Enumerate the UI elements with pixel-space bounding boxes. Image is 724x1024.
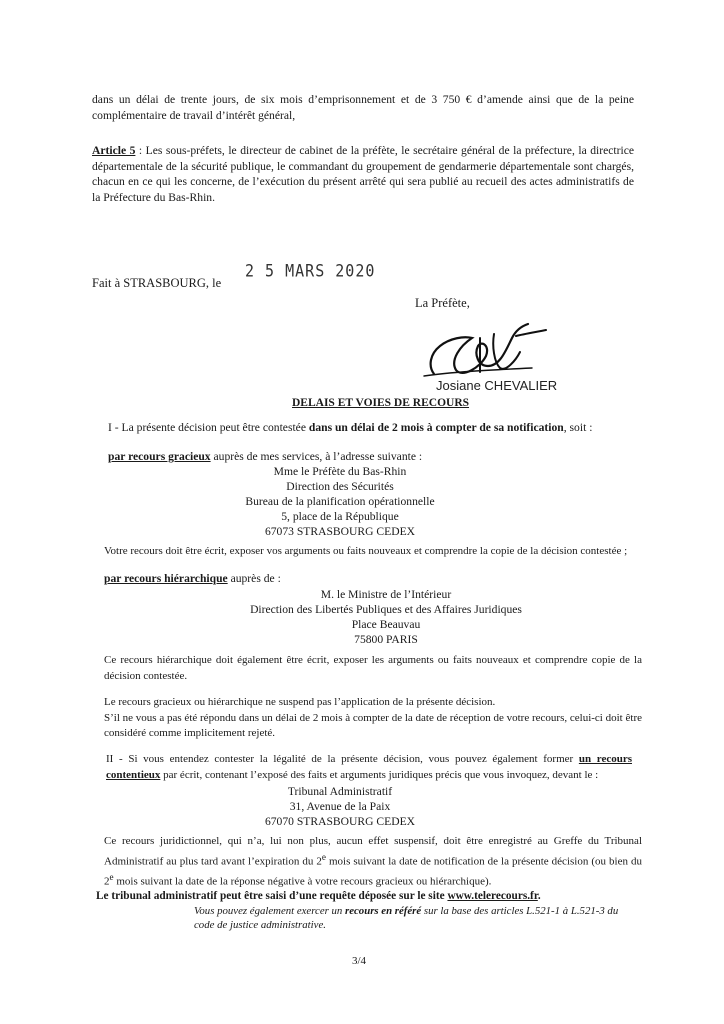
address-line: Mme le Préfète du Bas-Rhin <box>273 465 407 478</box>
signature-title-text: La Préfète, <box>415 296 470 310</box>
hierarchique-address <box>206 587 566 647</box>
address-line: Tribunal Administratif <box>287 785 393 798</box>
intro-text-c: , soit : <box>563 421 593 434</box>
article-5-label: Article 5 <box>92 144 136 157</box>
telerecours-line <box>96 889 636 905</box>
recours-contentieux <box>106 752 632 783</box>
recours-heading-text: DELAIS ET VOIES DE RECOURS <box>292 397 470 409</box>
hierarchique-note-text: Ce recours hiérarchique doit également être écrit, exposer les arguments ou faits nouveaux et comprendre copie de la décision contestée. <box>104 654 642 682</box>
suspend-line-2: S’il ne vous a pas été répondu dans un délai de 2 mois à compter de la date de réception de votre recours, celui-ci doit être considéré comme implicitement rejeté. <box>104 711 642 739</box>
gracieux-note-text: Votre recours doit être écrit, exposer vos arguments ou faits nouveaux et comprendre la copie de la décision contestée ; <box>104 545 628 557</box>
contentieux-label: un recours contentieux <box>106 753 632 781</box>
article-5-text: : Les sous-préfets, le directeur de cabinet de la préfète, le secrétaire général de la préfecture, la directrice départementale de la sécurité publique, le commandant du groupement de gendarmerie départementale sont chargés, chacun en ce qui les concerne, de l’exécution du présent arrêté qui sera publié au recueil des actes administratifs de la Préfecture du Bas-Rhin. <box>92 144 634 204</box>
recours-gracieux <box>108 449 628 465</box>
hierarchique-note <box>104 653 642 684</box>
juri-superscript-1: e <box>321 851 326 862</box>
address-line: 67070 STRASBOURG CEDEX <box>264 815 416 828</box>
hierarchique-text: auprès de : <box>227 572 281 585</box>
address-line: Direction des Libertés Publiques et des Affaires Juridiques <box>250 603 522 616</box>
date-stamp <box>245 260 376 282</box>
address-line: Place Beauvau <box>351 618 421 631</box>
address-line: Bureau de la planification opérationnelle <box>245 495 435 508</box>
refere-label: recours en référé <box>345 905 422 917</box>
hierarchique-label: par recours hiérarchique <box>104 572 228 585</box>
contentieux-text-a: II - Si vous entendez contester la légalité de la présente décision, vous pouvez également former <box>106 753 579 765</box>
gracieux-text: auprès de mes services, à l’adresse suivante : <box>210 450 423 463</box>
refere-text-a: Vous pouvez également exercer un <box>194 905 346 917</box>
recours-refere <box>194 904 634 932</box>
suspend-line-1: Le recours gracieux ou hiérarchique ne suspend pas l’application de la présente décision. <box>104 696 496 708</box>
penalty-text: dans un délai de trente jours, de six mois d’emprisonnement et de 3 750 € d’amende ainsi que de la peine complémentaire de travail d’intérêt général, <box>92 93 634 122</box>
signatory-name-text: Josiane CHEVALIER <box>436 378 558 393</box>
tribunal-address <box>190 784 490 829</box>
telerecours-text: Le tribunal administratif peut être saisi d’une requête déposée sur le site <box>96 890 448 902</box>
fait-a-text: Fait à STRASBOURG, le <box>92 276 222 290</box>
signature-title <box>415 296 470 312</box>
address-line: 31, Avenue de la Paix <box>289 800 391 813</box>
address-line: 75800 PARIS <box>354 633 418 646</box>
recours-heading <box>292 396 469 412</box>
juri-text-c: mois suivant la date de la réponse négative à votre recours gracieux ou hiérarchique). <box>113 875 492 888</box>
recours-intro <box>108 420 628 436</box>
signatory-name <box>436 378 557 394</box>
address-line: Direction des Sécurités <box>286 480 394 493</box>
article-5 <box>92 143 634 205</box>
recours-juridictionnel <box>104 834 642 890</box>
handwritten-signature <box>420 316 560 384</box>
page-number <box>352 954 366 970</box>
refere-text-c: sur la base des articles L.521-1 à L.521-3 du code de justice administrative. <box>194 905 619 931</box>
gracieux-label: par recours gracieux <box>108 450 211 463</box>
paragraph-penalty <box>92 92 634 123</box>
juri-text-b: mois suivant la date de notification de la présente décision (ou bien du 2 <box>104 855 642 888</box>
address-line: M. le Ministre de l’Intérieur <box>320 588 452 601</box>
juri-text-a: Ce recours juridictionnel, qui n’a, lui non plus, aucun effet suspensif, doit être enregistré au Greffe du Tribunal Administratif au plus tard avant l’expiration du 2 <box>104 835 642 868</box>
contentieux-text-c: par écrit, contenant l’exposé des faits et arguments juridiques précis que vous invoquez, devant le : <box>160 768 599 781</box>
address-line: 67073 STRASBOURG CEDEX <box>264 525 416 538</box>
fait-a-line <box>92 276 221 292</box>
intro-text-delay: dans un délai de 2 mois à compter de sa notification <box>308 421 564 434</box>
juri-superscript-2: e <box>109 871 114 882</box>
non-suspensif <box>104 695 642 742</box>
telerecours-link[interactable]: www.telerecours.fr <box>447 890 538 902</box>
gracieux-note <box>104 544 644 560</box>
recours-hierarchique <box>104 571 624 587</box>
date-stamp-text: 2 5 MARS 2020 <box>245 260 376 282</box>
page-number-text: 3/4 <box>352 955 367 967</box>
address-line: 5, place de la République <box>281 510 399 523</box>
intro-text-a: I - La présente décision peut être contestée <box>108 421 309 434</box>
telerecours-period: . <box>537 890 541 902</box>
gracieux-address <box>180 464 500 539</box>
